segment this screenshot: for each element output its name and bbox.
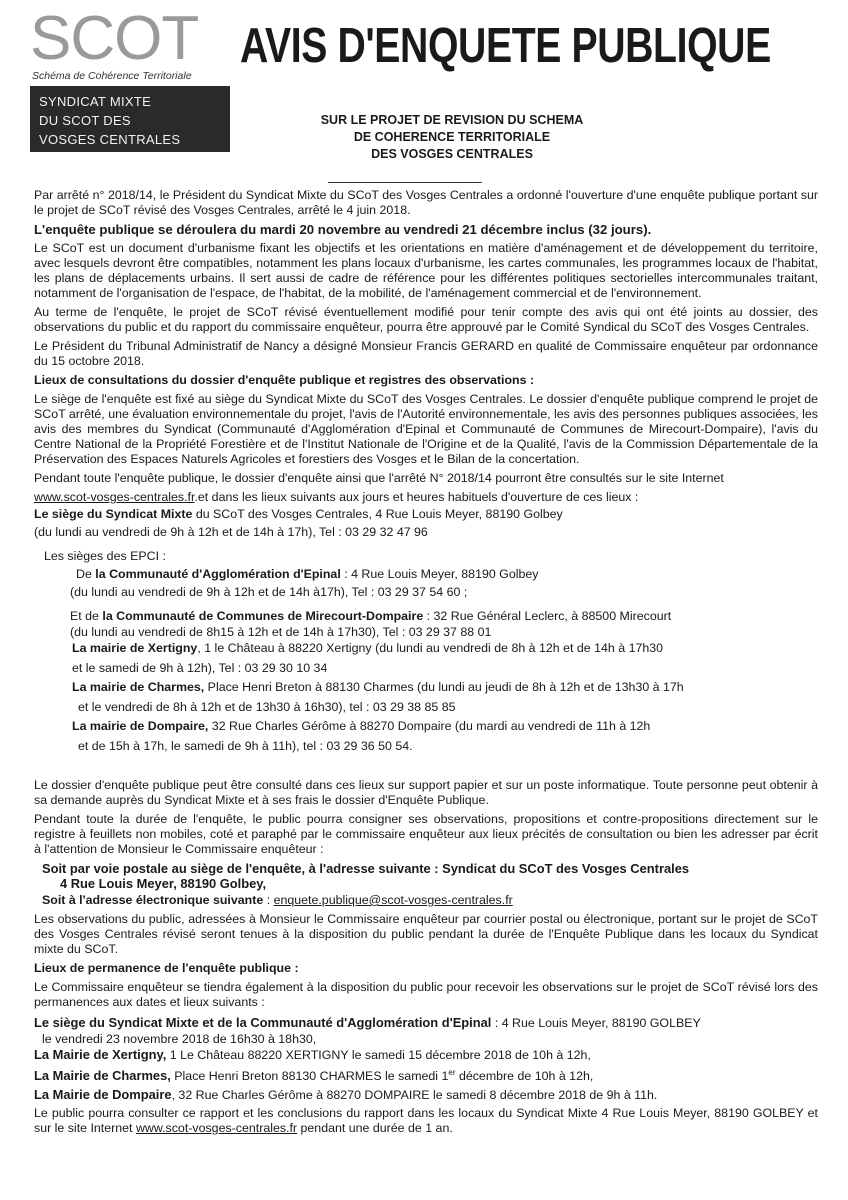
dossier-contents: Le siège de l'enquête est fixé au siège du Syndicat Mixte du SCoT des Vosges Centrales. Le dossier d'enquête publique comprend le projet de SCoT arrêté, une évaluation environnementale du projet, l'avis de l'Autorité environnementale, les avis des personnes publiques associées, les avis des membres du Syndicat (Communauté d'Agglomération d'Epinal et Communauté de Communes de Mirecourt-Dompaire), l'avis du Centre National de la Propriété Forestière et de l'Institut Nationale de l'Origine et de la Qualité, l'avis de la Commission Départementale de la Préservation des Espaces Naturels Agricoles et forestiers des Vosges et le Bilan de la concertation. — [34, 392, 818, 466]
divider — [328, 182, 482, 183]
observations-paragraph: Pendant toute la durée de l'enquête, le public pourra consigner ses observations, propositions et contre-propositions directement sur le registre à feuillets non mobiles, coté et paraphé par le commissaire enquêteur aux lieux précités de consultation ou bien les adresser par écrit à l'attention de Monsieur le Commissaire enquêteur : — [34, 812, 818, 856]
mairie-dompaire-hours: et de 15h à 17h, le samedi de 9h à 11h), tel : 03 29 36 50 54. — [78, 738, 413, 753]
perm-dompaire-text: , 32 Rue Charles Gérôme à 88270 DOMPAIRE le samedi 8 décembre 2018 de 9h à 11h. — [171, 1087, 658, 1102]
mairie-xertigny-name: La mairie de Xertigny — [72, 641, 198, 655]
perm-charmes-name: La Mairie de Charmes, — [34, 1068, 171, 1084]
mairie-charmes-name: La mairie de Charmes, — [72, 680, 205, 694]
consultation-heading: Lieux de consultations du dossier d'enquête publique et registres des observations : — [34, 373, 535, 387]
final-text: Le public pourra consulter ce rapport et les conclusions du rapport dans les locaux du Syndicat Mixte 4 Rue Louis Meyer, 88190 GOLBEY et sur le site Internet — [34, 1106, 818, 1136]
email-label: Soit à l'adresse électronique suivante — [42, 893, 264, 907]
commissioner-paragraph: Le Président du Tribunal Administratif de Nancy a désigné Monsieur Francis GERARD en qualité de Commissaire enquêteur par ordonnance du 15 octobre 2018. — [34, 339, 818, 368]
permanence-intro: Le Commissaire enquêteur se tiendra également à la disposition du public pour recevoir les observations sur le projet de SCoT révisé lors des permanences aux dates et lieux suivants : — [34, 980, 818, 1009]
subtitle-line: DE COHERENCE TERRITORIALE — [353, 130, 551, 144]
siege-hours: (du lundi au vendredi de 9h à 12h et de 14h à 17h), Tel : 03 29 32 47 96 — [34, 525, 428, 539]
perm-siege-name: Le siège du Syndicat Mixte et de la Communauté d'Agglomération d'Epinal — [34, 1015, 492, 1030]
epci1-prefix: De — [76, 567, 96, 581]
perm-charmes-text-end: décembre de 10h à 12h, — [455, 1069, 594, 1084]
epci2-hours: (du lundi au vendredi de 8h15 à 12h et de 14h à 17h30), Tel : 03 29 37 88 01 — [70, 625, 492, 639]
perm-siege-address: : 4 Rue Louis Meyer, 88190 GOLBEY — [491, 1016, 701, 1030]
permanence-heading: Lieux de permanence de l'enquête publique : — [34, 961, 299, 975]
website-line — [34, 490, 818, 505]
enquiry-dates: L'enquête publique se déroulera du mardi 20 novembre au vendredi 21 décembre inclus (32 jours). — [34, 222, 652, 237]
page-subtitle — [262, 112, 642, 163]
epci2-name: la Communauté de Communes de Mirecourt-Dompaire — [102, 609, 424, 623]
perm-charmes-text: Place Henri Breton 88130 CHARMES le samedi 1 — [170, 1069, 449, 1084]
postal-line-1: Soit par voie postale au siège de l'enquête, à l'adresse suivante : Syndicat du SCoT des Vosges Centrales — [42, 861, 690, 876]
syndicat-line: DU SCOT DES — [39, 113, 131, 128]
mairie-list — [72, 639, 818, 756]
siege-address: du SCoT des Vosges Centrales, 4 Rue Louis Meyer, 88190 Golbey — [192, 507, 563, 521]
website-line-text: .et dans les lieux suivants aux jours et heures habituels d'ouverture de ces lieux : — [194, 490, 639, 504]
epci1-name: la Communauté d'Agglomération d'Epinal — [95, 567, 341, 581]
logo-wordmark: SCOT — [30, 4, 199, 73]
email-line — [42, 891, 818, 910]
mairie-dompaire-text: 32 Rue Charles Gérôme à 88270 Dompaire (du mardi au vendredi de 11h à 12h — [208, 719, 651, 733]
logo-subtitle: Schéma de Cohérence Territoriale — [32, 70, 192, 82]
epci2-prefix: Et de — [70, 609, 103, 623]
mairie-dompaire-name: La mairie de Dompaire, — [72, 719, 209, 733]
email-separator: : — [263, 893, 274, 907]
final-paragraph — [34, 1106, 818, 1136]
postal-address — [42, 861, 818, 891]
syndicat-line: SYNDICAT MIXTE — [39, 94, 152, 109]
epci-label: Les sièges des EPCI : — [44, 549, 166, 563]
siege-name: Le siège du Syndicat Mixte — [34, 507, 193, 521]
final-text-end: pendant une durée de 1 an. — [297, 1121, 453, 1136]
intro-paragraph: Par arrêté n° 2018/14, le Président du Syndicat Mixte du SCoT des Vosges Centrales a ordonné l'ouverture d'une enquête publique portant sur le projet de SCoT révisé des Vosges Centrales, arrêté le 4 juin 2018. — [34, 188, 818, 217]
epci2-address: : 32 Rue Général Leclerc, à 88500 Mirecourt — [423, 609, 672, 623]
postal-line-2: 4 Rue Louis Meyer, 88190 Golbey, — [60, 876, 267, 891]
page-title: AVIS D'ENQUETE PUBLIQUE — [240, 19, 771, 73]
perm-xertigny-text: 1 Le Château 88220 XERTIGNY le samedi 15 décembre 2018 de 10h à 12h, — [166, 1047, 591, 1062]
mairie-xertigny-hours: et le samedi de 9h à 12h), Tel : 03 29 30 10 34 — [72, 660, 328, 675]
observations-availability: Les observations du public, adressées à Monsieur le Commissaire enquêteur par courrier postal ou électronique, portant sur le projet de SCoT des Vosges Centrales révisé seront tenues à la disposition du public pendant la durée de l'Enquête Publique dans les locaux du Syndicat mixte du SCoT. — [34, 912, 818, 956]
subtitle-line: DES VOSGES CENTRALES — [371, 147, 533, 161]
perm-charmes-sup: er — [448, 1068, 456, 1077]
perm-siege-date: le vendredi 23 novembre 2018 de 16h30 à 18h30, — [42, 1031, 317, 1046]
epci-list — [70, 565, 818, 639]
permanence-list — [34, 1014, 818, 1104]
syndicat-line: VOSGES CENTRALES — [39, 132, 181, 147]
notice-body — [34, 188, 818, 1140]
epci1-address: : 4 Rue Louis Meyer, 88190 Golbey — [340, 567, 539, 581]
website-link[interactable]: www.scot-vosges-centrales.fr — [34, 490, 195, 504]
siege-entry — [34, 505, 818, 541]
final-website-link[interactable]: www.scot-vosges-centrales.fr — [135, 1121, 298, 1136]
scot-logo — [30, 4, 230, 88]
approval-paragraph: Au terme de l'enquête, le projet de SCoT révisé éventuellement modifié pour tenir compte des avis qui ont été joints au dossier, des observations du public et du rapport du commissaire enquêteur, pourra être approuvé par le Comité Syndical du SCoT des Vosges Centrales. — [34, 305, 818, 334]
perm-xertigny-name: La Mairie de Xertigny, — [34, 1046, 167, 1062]
epci1-hours: (du lundi au vendredi de 9h à 12h et de 14h à17h), Tel : 03 29 37 54 60 ; — [70, 585, 468, 599]
mairie-xertigny-text: , 1 le Château à 88220 Xertigny (du lundi au vendredi de 8h à 12h et de 14h à 17h30 — [197, 641, 664, 655]
email-link[interactable]: enquete.publique@scot-vosges-centrales.fr — [273, 893, 513, 907]
mairie-charmes-text: Place Henri Breton à 88130 Charmes (du lundi au jeudi de 8h à 12h et de 13h30 à 17h — [204, 680, 684, 694]
syndicat-label-box — [30, 86, 230, 152]
perm-dompaire-name: La Mairie de Dompaire — [34, 1086, 172, 1102]
subtitle-line: SUR LE PROJET DE REVISION DU SCHEMA — [320, 113, 584, 127]
mairie-charmes-hours: et le vendredi de 8h à 12h et de 13h30 à 16h30), tel : 03 29 38 85 85 — [78, 699, 456, 714]
scot-description: Le SCoT est un document d'urbanisme fixant les objectifs et les orientations en matière d'aménagement et de développement du territoire, avec lesquels devront être compatibles, notamment les plans locaux d'urbanisme, les cartes communales, les programmes locaux de l'habitat, les plans de déplacements urbains. Il sert aussi de cadre de référence pour les différentes politiques sectorielles intercommunales traitant, notamment de l'organisation de l'espace, de l'habitat, de la mobilité, de l'aménagement commercial et de l'environnement. — [34, 241, 818, 300]
internet-paragraph: Pendant toute l'enquête publique, le dossier d'enquête ainsi que l'arrêté N° 2018/14 pourront être consultés sur le site Internet — [34, 471, 724, 485]
consult-support-paragraph: Le dossier d'enquête publique peut être consulté dans ces lieux sur support papier et sur un poste informatique. Toute personne peut obtenir à sa demande auprès du Syndicat Mixte et à ses frais le dossier d'Enquête Publique. — [34, 778, 818, 807]
